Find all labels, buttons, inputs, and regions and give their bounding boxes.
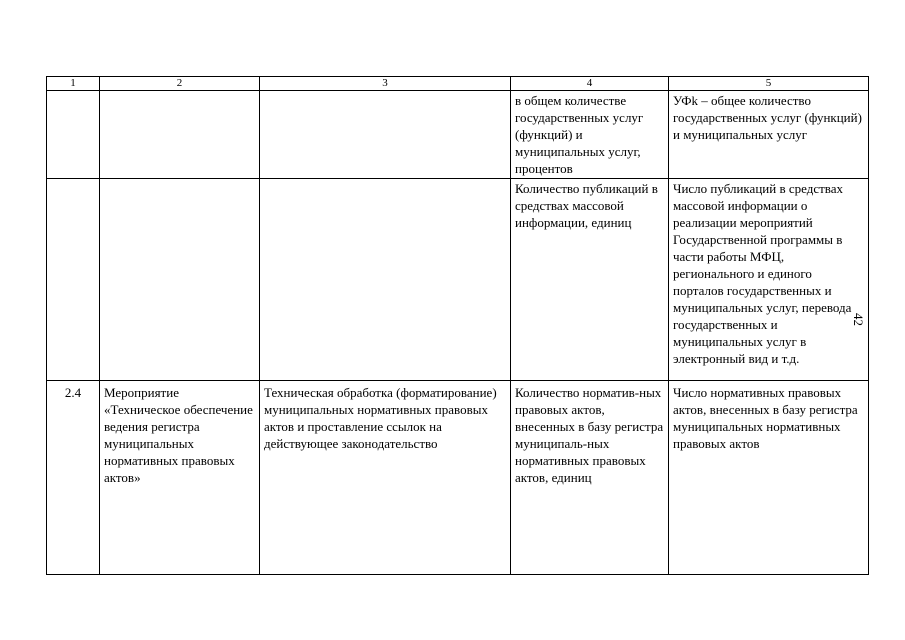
- event-description-cell: [260, 179, 511, 381]
- event-name-cell: [100, 91, 260, 179]
- column-number-3: 3: [260, 77, 511, 91]
- indicator-cell: в общем количестве государственных услуг (функций) и муниципальных услуг, процентов: [511, 91, 669, 179]
- row-number-cell: [47, 91, 100, 179]
- indicator-cell: Количество публикаций в средствах массовой информации, единиц: [511, 179, 669, 381]
- indicator-definition-cell: Число публикаций в средствах массовой информации о реализации мероприятий Государственной программы в части работы МФЦ, регионального и единого порталов государственных и муниципальных услуг, перевода государственных и муниципальных услуг в электронный вид и т.д.: [669, 179, 869, 381]
- event-description-cell: [260, 91, 511, 179]
- column-number-5: 5: [669, 77, 869, 91]
- event-name-cell: Мероприятие «Техническое обеспечение ведения регистра муниципальных нормативных правовых актов»: [100, 381, 260, 575]
- indicator-cell: Количество норматив-ных правовых актов, внесенных в базу регистра муниципаль-ных нормативных правовых актов, единиц: [511, 381, 669, 575]
- indicator-definition-cell: УФk – общее количество государственных услуг (функций) и муниципальных услуг: [669, 91, 869, 179]
- table-header-row: [47, 77, 869, 91]
- event-description-cell: Техническая обработка (форматирование) муниципальных нормативных правовых актов и проставление ссылок на действующее законодательство: [260, 381, 511, 575]
- table-row: [47, 179, 869, 381]
- table-row: [47, 91, 869, 179]
- document-table: [46, 76, 869, 575]
- row-number-cell: 2.4: [47, 381, 100, 575]
- indicator-definition-cell: Число нормативных правовых актов, внесенных в базу регистра муниципальных нормативных правовых актов: [669, 381, 869, 575]
- table-row: [47, 381, 869, 575]
- event-name-cell: [100, 179, 260, 381]
- page-number: 42: [851, 313, 866, 326]
- column-number-1: 1: [47, 77, 100, 91]
- column-number-4: 4: [511, 77, 669, 91]
- row-number-cell: [47, 179, 100, 381]
- column-number-2: 2: [100, 77, 260, 91]
